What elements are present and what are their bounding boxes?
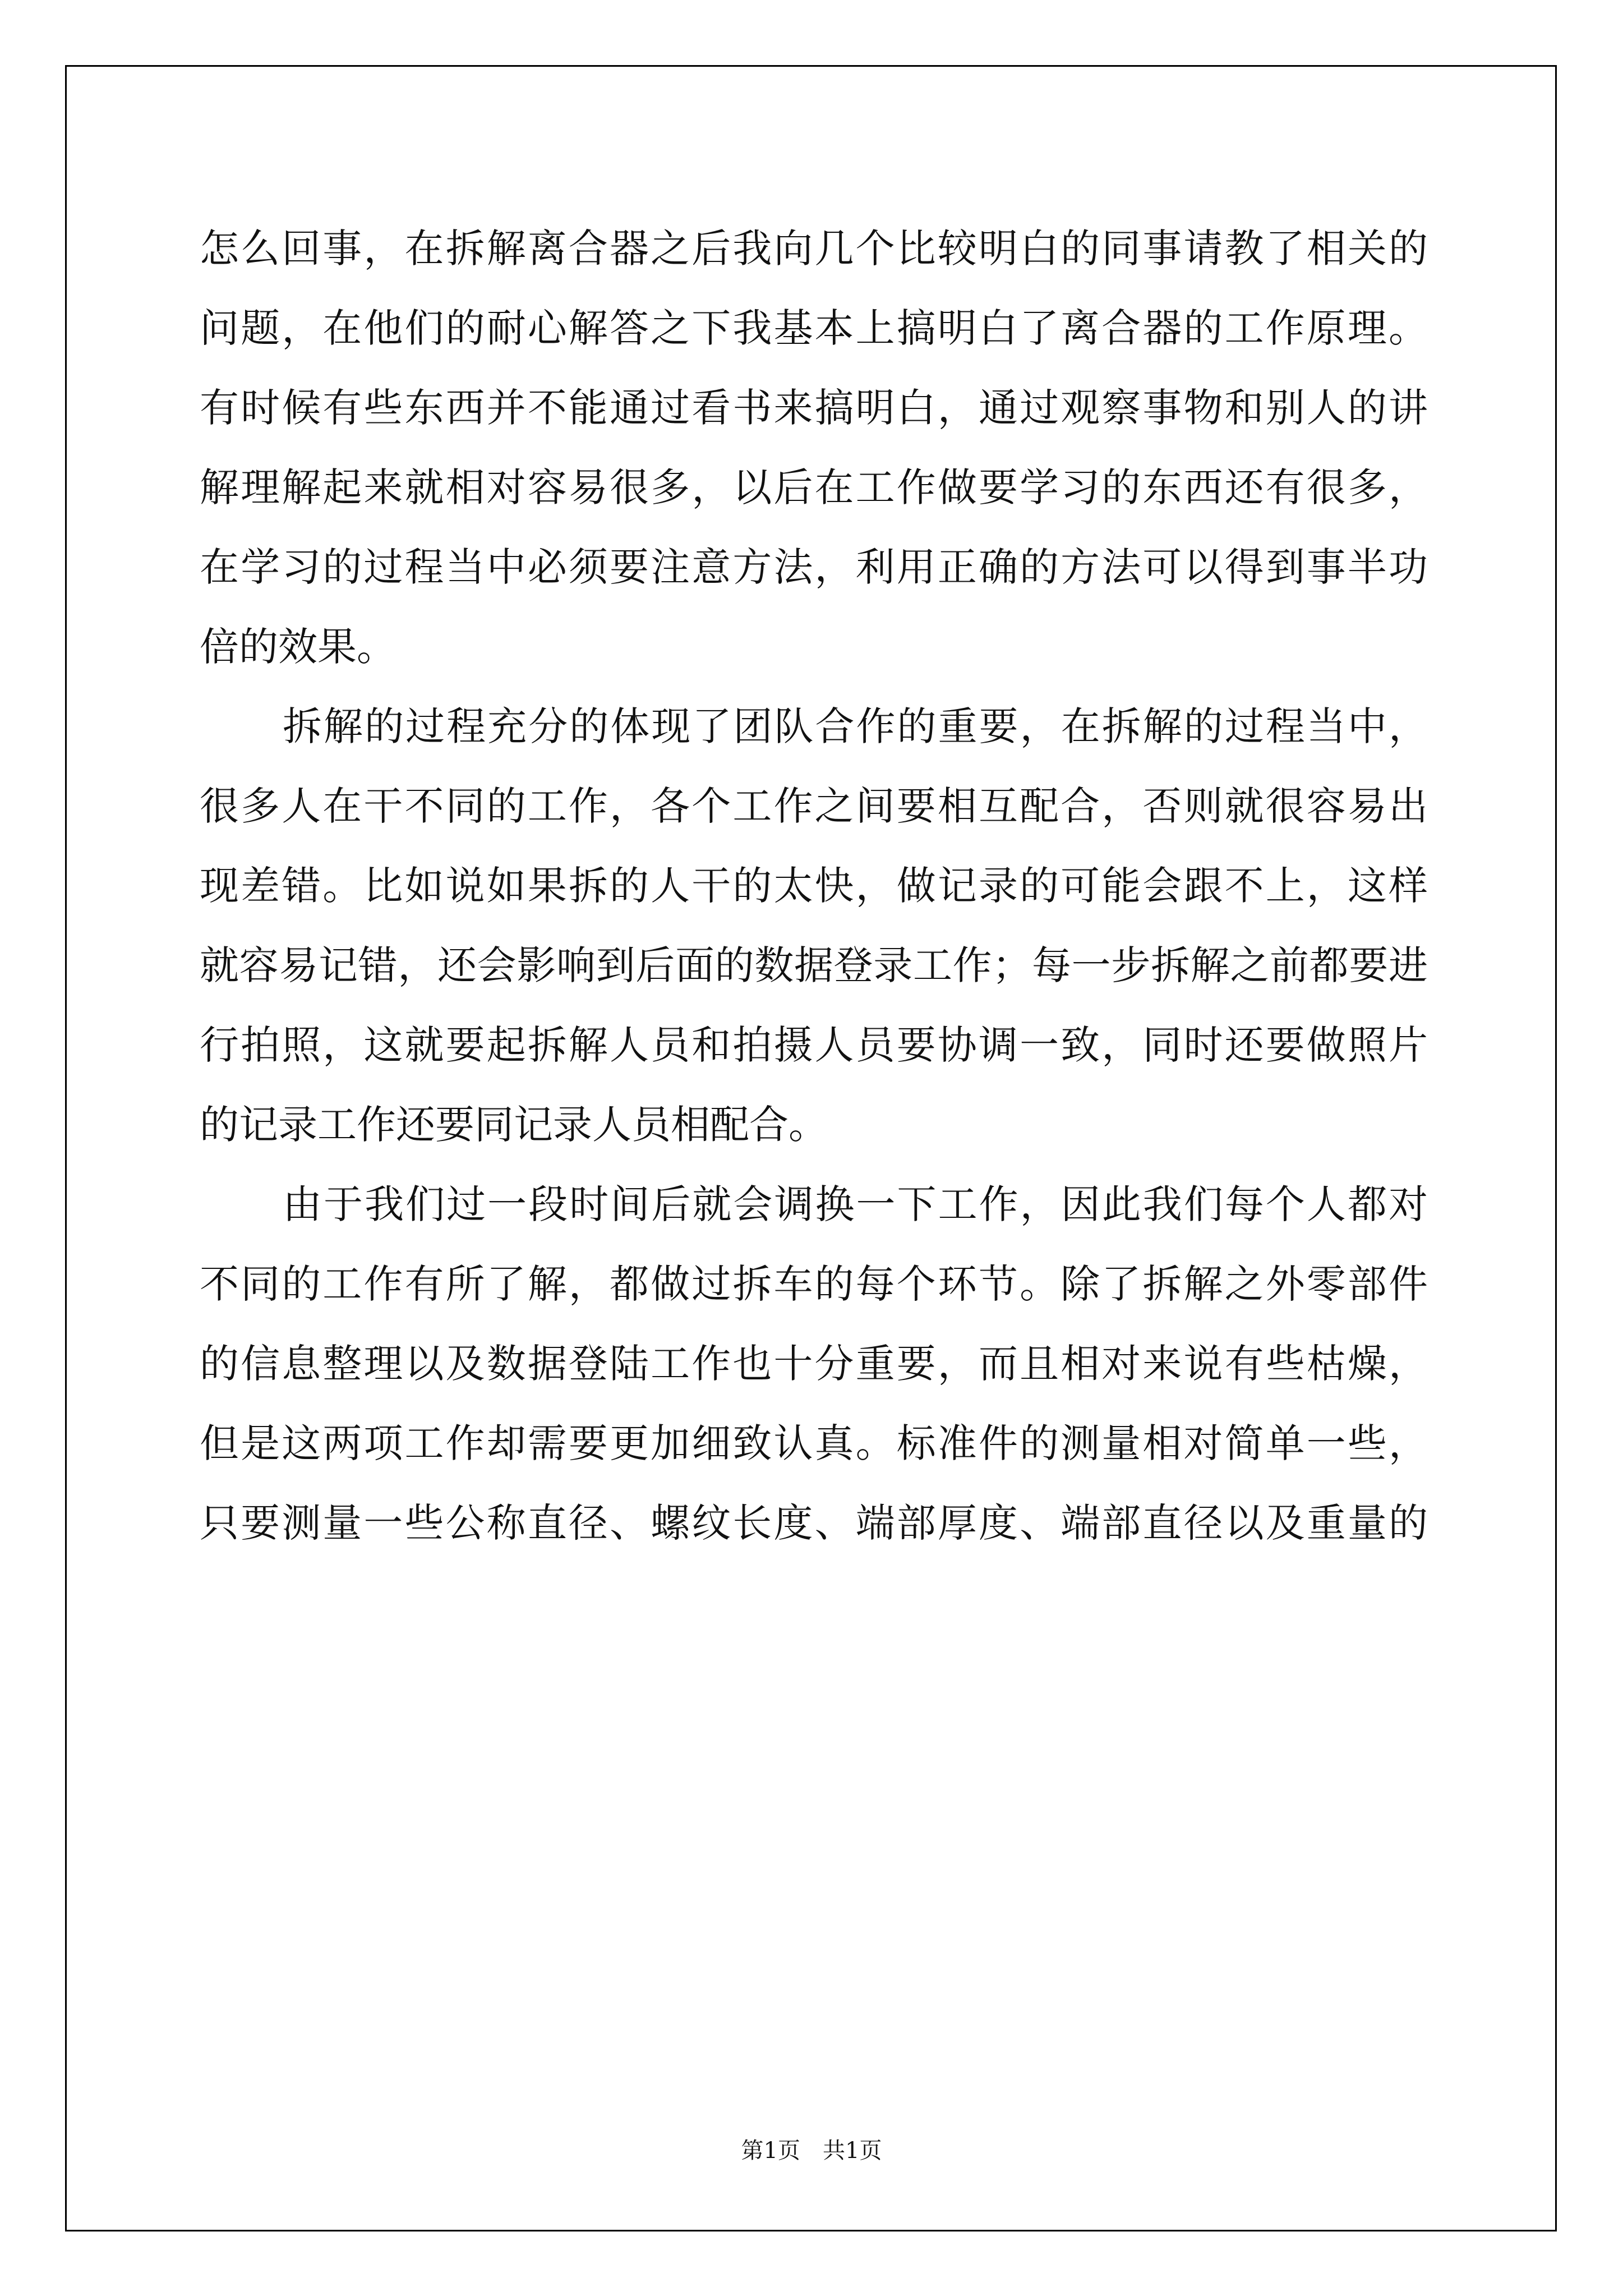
text-line: 由于我们过一段时间后就会调换一下工作，因此我们每个人都对 (283, 1181, 1428, 1227)
text-line: 行拍照，这就要起拆解人员和拍摄人员要协调一致，同时还要做照片 (200, 1022, 1428, 1068)
text-line: 在学习的过程当中必须要注意方法，利用正确的方法可以得到事半功 (200, 544, 1428, 590)
text-line: 不同的工作有所了解，都做过拆车的每个环节。除了拆解之外零部件 (200, 1261, 1428, 1307)
text-line: 但是这两项工作却需要更加细致认真。标准件的测量相对简单一些， (200, 1420, 1428, 1466)
text-line: 解理解起来就相对容易很多，以后在工作做要学习的东西还有很多， (200, 464, 1428, 510)
text-line: 只要测量一些公称直径、螺纹长度、端部厚度、端部直径以及重量的 (200, 1500, 1428, 1546)
text-line: 的记录工作还要同记录人员相配合。 (200, 1102, 828, 1148)
text-line: 就容易记错，还会影响到后面的数据登录工作；每一步拆解之前都要进 (200, 942, 1428, 988)
text-line: 倍的效果。 (200, 624, 396, 670)
text-line: 很多人在干不同的工作，各个工作之间要相互配合，否则就很容易出 (200, 783, 1428, 829)
document-body (200, 209, 1428, 1563)
text-line: 拆解的过程充分的体现了团队合作的重要，在拆解的过程当中， (283, 703, 1428, 749)
text-line: 问题，在他们的耐心解答之下我基本上搞明白了离合器的工作原理。 (200, 305, 1428, 351)
text-line: 有时候有些东西并不能通过看书来搞明白，通过观察事物和别人的讲 (200, 385, 1428, 431)
page-number-footer: 第1页 共1页 (741, 2138, 882, 2164)
text-line: 的信息整理以及数据登陆工作也十分重要，而且相对来说有些枯燥， (200, 1341, 1428, 1387)
text-line: 怎么回事，在拆解离合器之后我向几个比较明白的同事请教了相关的 (200, 226, 1428, 272)
text-line: 现差错。比如说如果拆的人干的太快，做记录的可能会跟不上，这样 (200, 863, 1428, 909)
